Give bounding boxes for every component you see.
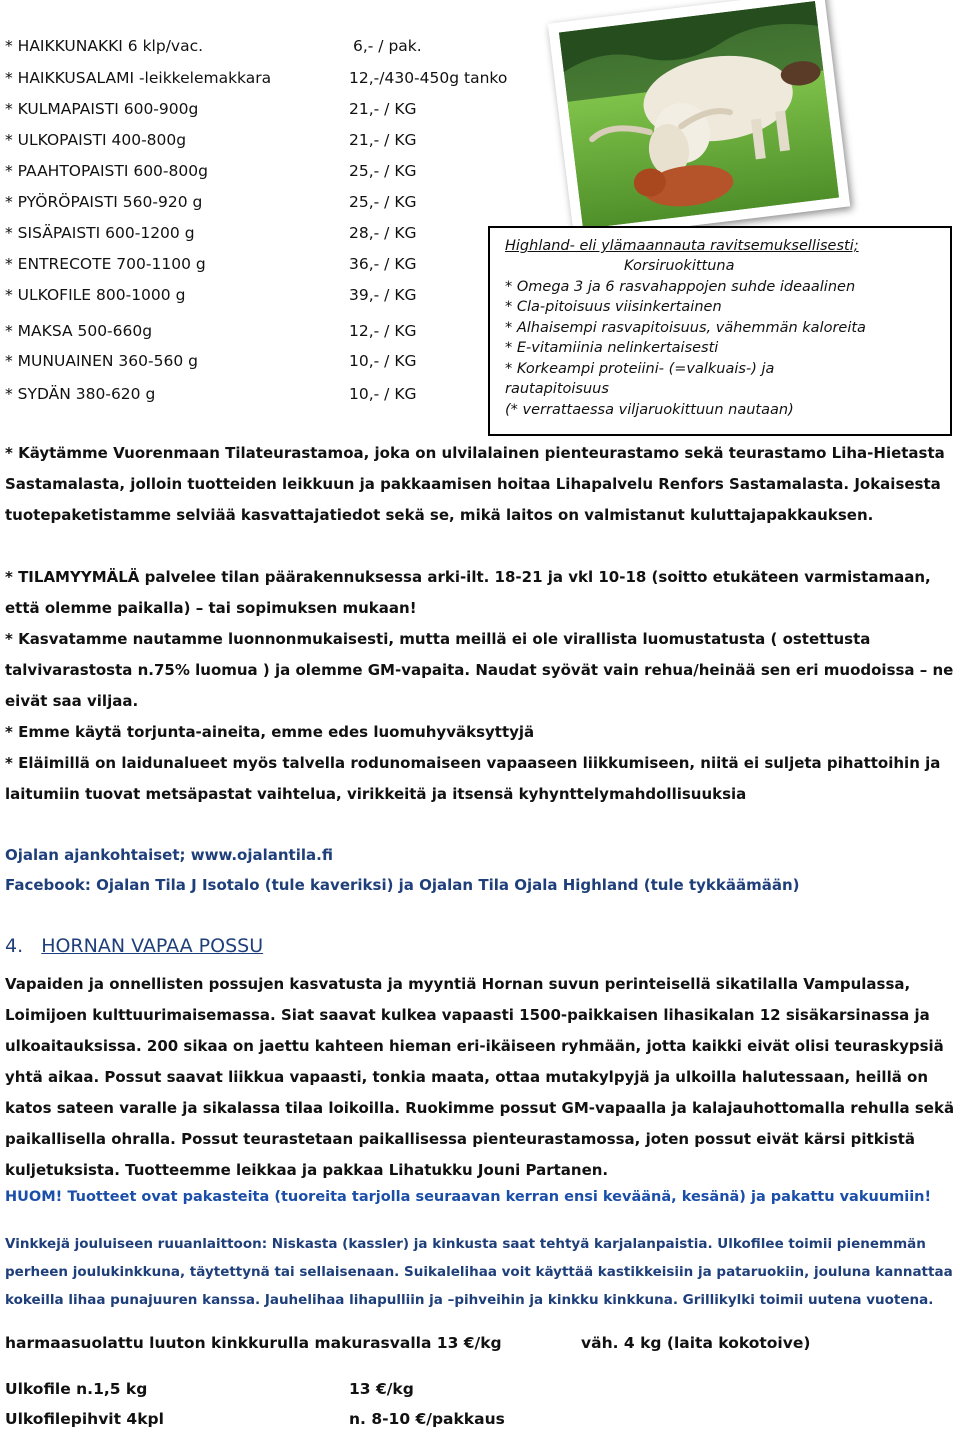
price-label: * KULMAPAISTI 600-900g: [5, 100, 199, 118]
price-value: 10,- / KG: [349, 352, 417, 370]
paragraph-text: * Eläimillä on laidunalueet myös talvella rodunomaiseen vapaaseen liikkumiseen, niitä ei suljeta pihattoihin ja laitumiin tuovat metsäpastat vaihtelua, virikkeitä ja itsensä kyhynttelymahdollisuuksia: [5, 754, 941, 803]
box-line: * Korkeampi proteiini- (=valkuais-) ja: [505, 361, 775, 377]
paragraph-shop: [5, 562, 955, 624]
box-subtitle: Korsiruokittuna: [624, 258, 735, 274]
price-label: * MAKSA 500-660g: [5, 322, 153, 340]
product-label: Ulkofile n.1,5 kg: [5, 1380, 148, 1398]
box-line: * Omega 3 ja 6 rasvahappojen suhde ideaalinen: [505, 279, 856, 295]
price-value: 12,- / KG: [349, 322, 417, 340]
paragraph-pesticides: [5, 717, 955, 748]
price-value: 28,- / KG: [349, 224, 417, 242]
paragraph-text: * Emme käytä torjunta-aineita, emme edes luomuhyväksyttyjä: [5, 723, 535, 741]
tips-text: Vinkkejä jouluiseen ruuanlaittoon: Niskasta (kassler) ja kinkusta saat tehtyä karjalanpaistia. Ulkofilee toimii pienemmän perheen joulukinkkuna, täytettynä tai sellaisenaan. Suikalelihaa voit käyttää kastikkeisiin ja pataruokiin, jouluna kannattaa kokeilla lihaa punajuuren kanssa. Jauhelihaa lihapulliin ja –pihveihin ja kinkku kinkkuna. Grillikylki toimii uutena vuotena.: [5, 1236, 953, 1308]
price-value: 39,- / KG: [349, 286, 417, 304]
box-line: * Alhaisempi rasvapitoisuus, vähemmän kaloreita: [505, 320, 866, 336]
price-label: * SYDÄN 380-620 g: [5, 385, 156, 403]
box-line: rautapitoisuus: [505, 381, 609, 397]
section-heading: [5, 935, 263, 957]
huom-text: Tuotteet ovat pakasteita (tuoreita tarjolla seuraavan kerran ensi keväänä, kesänä) ja pakattu vakuumiin!: [62, 1189, 932, 1205]
section-body: [5, 969, 955, 1186]
huom-label: HUOM!: [5, 1189, 63, 1205]
paragraph-organic: [5, 624, 955, 717]
price-label: * ULKOPAISTI 400-800g: [5, 131, 187, 149]
paragraph-text: * Kasvatamme nautamme luonnonmukaisesti, mutta meillä ei ole virallista luomustatusta ( ostettusta talvivarastosta n.75% luomua ) ja olemme GM-vapaita. Naudat syövät vain rehua/heinää sen eri muodoissa – ne eivät saa viljaa.: [5, 630, 954, 710]
price-value: 36,- / KG: [349, 255, 417, 273]
paragraph-pasture: [5, 748, 955, 810]
price-value: 25,- / KG: [349, 193, 417, 211]
box-line: (* verrattaessa viljaruokittuun nautaan): [505, 402, 794, 418]
price-label: * MUNUAINEN 360-560 g: [5, 352, 198, 370]
product-price: n. 8-10 €/pakkaus: [349, 1410, 505, 1428]
tips-paragraph: [5, 1230, 955, 1314]
price-label: * ULKOFILE 800-1000 g: [5, 286, 186, 304]
paragraph-slaughterhouse: [5, 438, 955, 531]
price-value: 25,- / KG: [349, 162, 417, 180]
section-number: 4.: [5, 935, 24, 957]
price-value: 6,- / pak.: [353, 37, 422, 55]
box-line: * E-vitamiinia nelinkertaisesti: [505, 340, 719, 356]
price-label: * HAIKKUSALAMI -leikkelemakkara: [5, 69, 272, 87]
price-value: 10,- / KG: [349, 385, 417, 403]
huom-line: [5, 1189, 931, 1205]
section-text: Vapaiden ja onnellisten possujen kasvatusta ja myyntiä Hornan suvun perinteisellä sikatilalla Vampulassa, Loimijoen kulttuurimaisemassa. Siat saavat kulkea vapaasti 1500-paikkaisen lihasikalan 12 sisäkarsinassa ja ulkoaitauksissa. 200 sikaa on jaettu kahteen hieman eri-ikäiseen ryhmään, jotta kaikki eivät olisi teuraskypsiä yhtä aikaa. Possut saavat liikkua vapaasti, tonkia maata, ottaa mutakylpyjä ja ulkoilla halutessaan, heillä on katos sateen varalle ja sikalassa tilaa loikoilla. Ruokimme possut GM-vapaalla ja kalajauhottomalla rehulla sekä paikallisella ohralla. Possut teurastetaan paikallisessa pienteurastamossa, joten possut eivät kärsi pitkistä kuljetuksista. Tuotteemme leikkaa ja pakkaa Lihatukku Jouni Partanen.: [5, 975, 955, 1179]
price-label: * HAIKKUNAKKI 6 klp/vac.: [5, 37, 204, 55]
price-value: 12,-/430-450g tanko: [349, 69, 508, 87]
box-line: * Cla-pitoisuus viisinkertainen: [505, 299, 722, 315]
product-price: 13 €/kg: [349, 1380, 414, 1398]
product-label: harmaasuolattu luuton kinkkurulla makurasvalla 13 €/kg: [5, 1334, 502, 1352]
cattle-illustration: [559, 1, 839, 229]
price-label: * PYÖRÖPAISTI 560-920 g: [5, 193, 203, 211]
facebook-link[interactable]: Facebook: Ojalan Tila J Isotalo (tule kaveriksi) ja Ojalan Tila Ojala Highland (tule tykkäämään): [5, 876, 800, 894]
price-label: * ENTRECOTE 700-1100 g: [5, 255, 206, 273]
product-label: Ulkofilepihvit 4kpl: [5, 1410, 164, 1428]
section-title: HORNAN VAPAA POSSU: [41, 935, 264, 957]
highland-cattle-photo: [548, 0, 850, 240]
price-value: 21,- / KG: [349, 100, 417, 118]
price-label: * PAAHTOPAISTI 600-800g: [5, 162, 208, 180]
price-label: * SISÄPAISTI 600-1200 g: [5, 224, 195, 242]
highland-nutrition-box: [488, 226, 952, 436]
price-value: 21,- / KG: [349, 131, 417, 149]
paragraph-text: * TILAMYYMÄLÄ palvelee tilan päärakennuksessa arki-ilt. 18-21 ja vkl 10-18 (soitto etukäteen varmistamaan, että olemme paikalla) – tai sopimuksen mukaan!: [5, 568, 931, 617]
product-price: väh. 4 kg (laita kokotoive): [581, 1334, 811, 1352]
paragraph-text: * Käytämme Vuorenmaan Tilateurastamoa, joka on ulvilalainen pienteurastamo sekä teurastamo Liha-Hietasta Sastamalasta, jolloin tuotteiden leikkuun ja pakkaamisen hoitaa Lihapalvelu Renfors Sastamalasta. Jokaisesta tuotepaketistamme selviää kasvattajatiedot sekä se, mikä laitos on valmistanut kuluttajapakkauksen.: [5, 444, 945, 524]
box-title: Highland- eli ylämaannauta ravitsemuksellisesti;: [505, 238, 859, 254]
news-link[interactable]: Ojalan ajankohtaiset; www.ojalantila.fi: [5, 846, 333, 864]
